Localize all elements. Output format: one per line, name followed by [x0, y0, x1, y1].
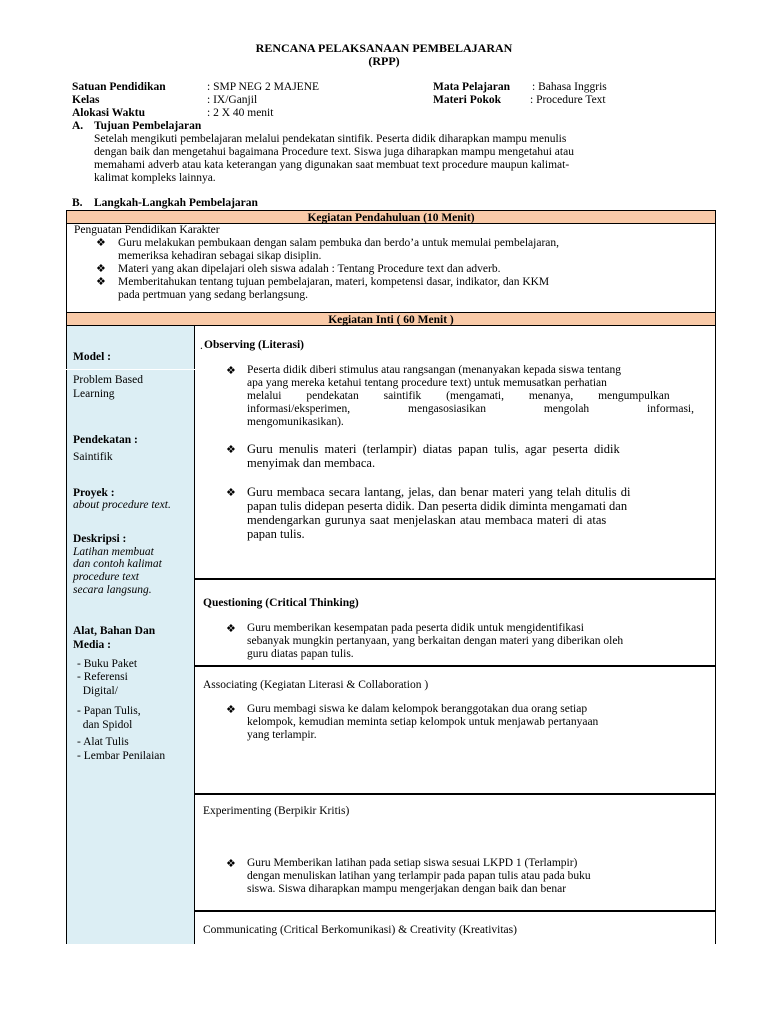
alat-item: Digital/: [77, 685, 118, 697]
experimenting-text: siswa. Siswa diharapkan mampu mengerjakan dengan baik dan benar: [247, 883, 567, 895]
section-a-line: kalimat kompleks lainnya.: [94, 172, 216, 184]
associating-text: yang terlampir.: [247, 729, 317, 741]
diamond-bullet-icon: ❖: [96, 276, 106, 288]
model-value: Problem Based: [73, 374, 143, 386]
document-subtitle: (RPP): [368, 54, 400, 68]
left-divider: [66, 369, 195, 370]
inti-bar: Kegiatan Inti ( 60 Menit ): [66, 312, 716, 326]
diamond-bullet-icon: ❖: [226, 704, 236, 716]
row-divider: [195, 665, 716, 667]
diamond-bullet-icon: ❖: [226, 487, 236, 499]
section-b-heading: Langkah-Langkah Pembelajaran: [94, 197, 258, 209]
deskripsi-label: Deskripsi :: [73, 533, 127, 545]
observing-text: Guru menulis materi (terlampir) diatas papan tulis, agar peserta didik: [247, 442, 620, 456]
section-a-heading: Tujuan Pembelajaran: [94, 120, 202, 132]
kelas-value: : IX/Ganjil: [207, 94, 258, 106]
observing-text: melalui pendekatan saintifik (mengamati, menanya, mengumpulkan: [247, 390, 670, 402]
section-a-line: memahami adverb atau kata keterangan yang digunakan saat membuat text procedure maupun kalimat-: [94, 159, 570, 171]
pendahuluan-item: pada pertmuan yang sedang berlangsung.: [118, 289, 309, 301]
inti-right-border: [715, 326, 716, 944]
observing-text: mengomunikasikan).: [247, 416, 344, 428]
questioning-text: Guru memberikan kesempatan pada peserta didik untuk mengidentifikasi: [247, 622, 584, 634]
row-divider: [195, 578, 716, 580]
satuan-label: Satuan Pendidikan: [72, 81, 166, 93]
alat-label: Alat, Bahan Dan: [73, 625, 156, 637]
alat-item: - Referensi: [77, 671, 128, 683]
alat-item: - Lembar Penilaian: [77, 750, 166, 762]
diamond-bullet-icon: ❖: [96, 237, 106, 249]
observing-text: informasi/eksperimen, mengasosiasikan mengolah informasi,: [247, 403, 695, 415]
document-title: RENCANA PELAKSANAAN PEMBELAJARAN: [255, 41, 513, 55]
diamond-bullet-icon: ❖: [226, 365, 236, 377]
experimenting-text: Guru Memberikan latihan pada setiap siswa sesuai LKPD 1 (Terlampir): [247, 857, 578, 869]
communicating-heading: Communicating (Critical Berkomunikasi) & Creativity (Kreativitas): [203, 924, 517, 936]
pendahuluan-item: Materi yang akan dipelajari oleh siswa adalah : Tentang Procedure text dan adverb.: [118, 263, 501, 275]
alokasi-value: : 2 X 40 menit: [207, 107, 274, 119]
observing-text: Peserta didik diberi stimulus atau rangsangan (menanyakan kepada siswa tentang: [247, 364, 621, 376]
associating-heading: Associating (Kegiatan Literasi & Collaboration ): [203, 679, 429, 691]
observing-text: mendengarkan gurunya saat menjelaskan atau membaca materi di atas: [247, 513, 607, 527]
associating-text: Guru membagi siswa ke dalam kelompok beranggotakan dua orang setiap: [247, 703, 588, 715]
observing-text: Guru membaca secara lantang, jelas, dan benar materi yang telah ditulis di: [247, 485, 631, 499]
associating-text: kelompok, kemudian meminta setiap kelompok untuk menjawab pertanyaan: [247, 716, 599, 728]
pendekatan-label: Pendekatan :: [73, 434, 138, 446]
observing-dot: .: [200, 340, 203, 352]
diamond-bullet-icon: ❖: [226, 444, 236, 456]
mapel-label: Mata Pelajaran: [433, 81, 510, 93]
diamond-bullet-icon: ❖: [226, 858, 236, 870]
model-label: Model :: [73, 351, 112, 363]
row-divider: [195, 910, 716, 912]
section-a-line: Setelah mengikuti pembelajaran melalui pendekatan sintifik. Peserta didik diharapkan mampu menulis: [94, 133, 567, 145]
section-a-line: dengan baik dan mengetahui bagaimana Procedure text. Siswa juga diharapkan mampu mengetahui atau: [94, 146, 574, 158]
observing-text: papan tulis.: [247, 527, 305, 541]
pendahuluan-item: memeriksa kehadiran sebagai sikap disiplin.: [118, 250, 322, 262]
pendahuluan-item: Memberitahukan tentang tujuan pembelajaran, materi, kompetensi dasar, indikator, dan KKM: [118, 276, 550, 288]
observing-text: papan tulis didepan peserta didik. Dan peserta didik diminta mengamati dan: [247, 499, 628, 513]
section-b-letter: B.: [72, 197, 83, 209]
questioning-text: guru diatas papan tulis.: [247, 648, 354, 660]
alat-item: - Papan Tulis,: [77, 705, 141, 717]
diamond-bullet-icon: ❖: [226, 623, 236, 635]
proyek-value: about procedure text.: [73, 499, 171, 511]
deskripsi-value: Latihan membuat: [73, 546, 154, 558]
pendahuluan-item: Guru melakukan pembukaan dengan salam pembuka dan berdo’a untuk memulai pembelajaran,: [118, 237, 559, 249]
row-divider: [195, 793, 716, 795]
materi-value: : Procedure Text: [530, 94, 606, 106]
deskripsi-value: procedure text: [73, 571, 139, 583]
alat-item: - Buku Paket: [77, 658, 138, 670]
questioning-heading: Questioning (Critical Thinking): [203, 597, 359, 609]
materi-label: Materi Pokok: [433, 94, 502, 106]
alat-item: - Alat Tulis: [77, 736, 129, 748]
observing-text: apa yang mereka ketahui tentang procedure text) untuk memusatkan perhatian: [247, 377, 607, 389]
pendahuluan-intro: Penguatan Pendidikan Karakter: [74, 224, 220, 236]
mapel-value: : Bahasa Inggris: [532, 81, 607, 93]
satuan-value: : SMP NEG 2 MAJENE: [207, 81, 320, 93]
kelas-label: Kelas: [72, 94, 100, 106]
section-a-letter: A.: [72, 120, 84, 132]
diamond-bullet-icon: ❖: [96, 263, 106, 275]
alokasi-label: Alokasi Waktu: [72, 107, 145, 119]
model-value: Learning: [73, 388, 115, 400]
observing-text: menyimak dan membaca.: [247, 456, 376, 470]
alat-item: dan Spidol: [77, 719, 133, 731]
observing-heading: Observing (Literasi): [204, 339, 304, 351]
pendekatan-value: Saintifik: [73, 451, 113, 463]
experimenting-heading: Experimenting (Berpikir Kritis): [203, 805, 350, 817]
deskripsi-value: dan contoh kalimat: [73, 558, 162, 570]
proyek-label: Proyek :: [73, 487, 115, 499]
pendahuluan-bar: Kegiatan Pendahuluan (10 Menit): [66, 210, 716, 224]
questioning-text: sebanyak mungkin pertanyaan, yang berkaitan dengan materi yang diberikan oleh: [247, 635, 624, 647]
alat-label: Media :: [73, 639, 112, 651]
deskripsi-value: secara langsung.: [73, 584, 152, 596]
experimenting-text: dengan menuliskan latihan yang terlampir pada papan tulis atau pada buku: [247, 870, 591, 882]
